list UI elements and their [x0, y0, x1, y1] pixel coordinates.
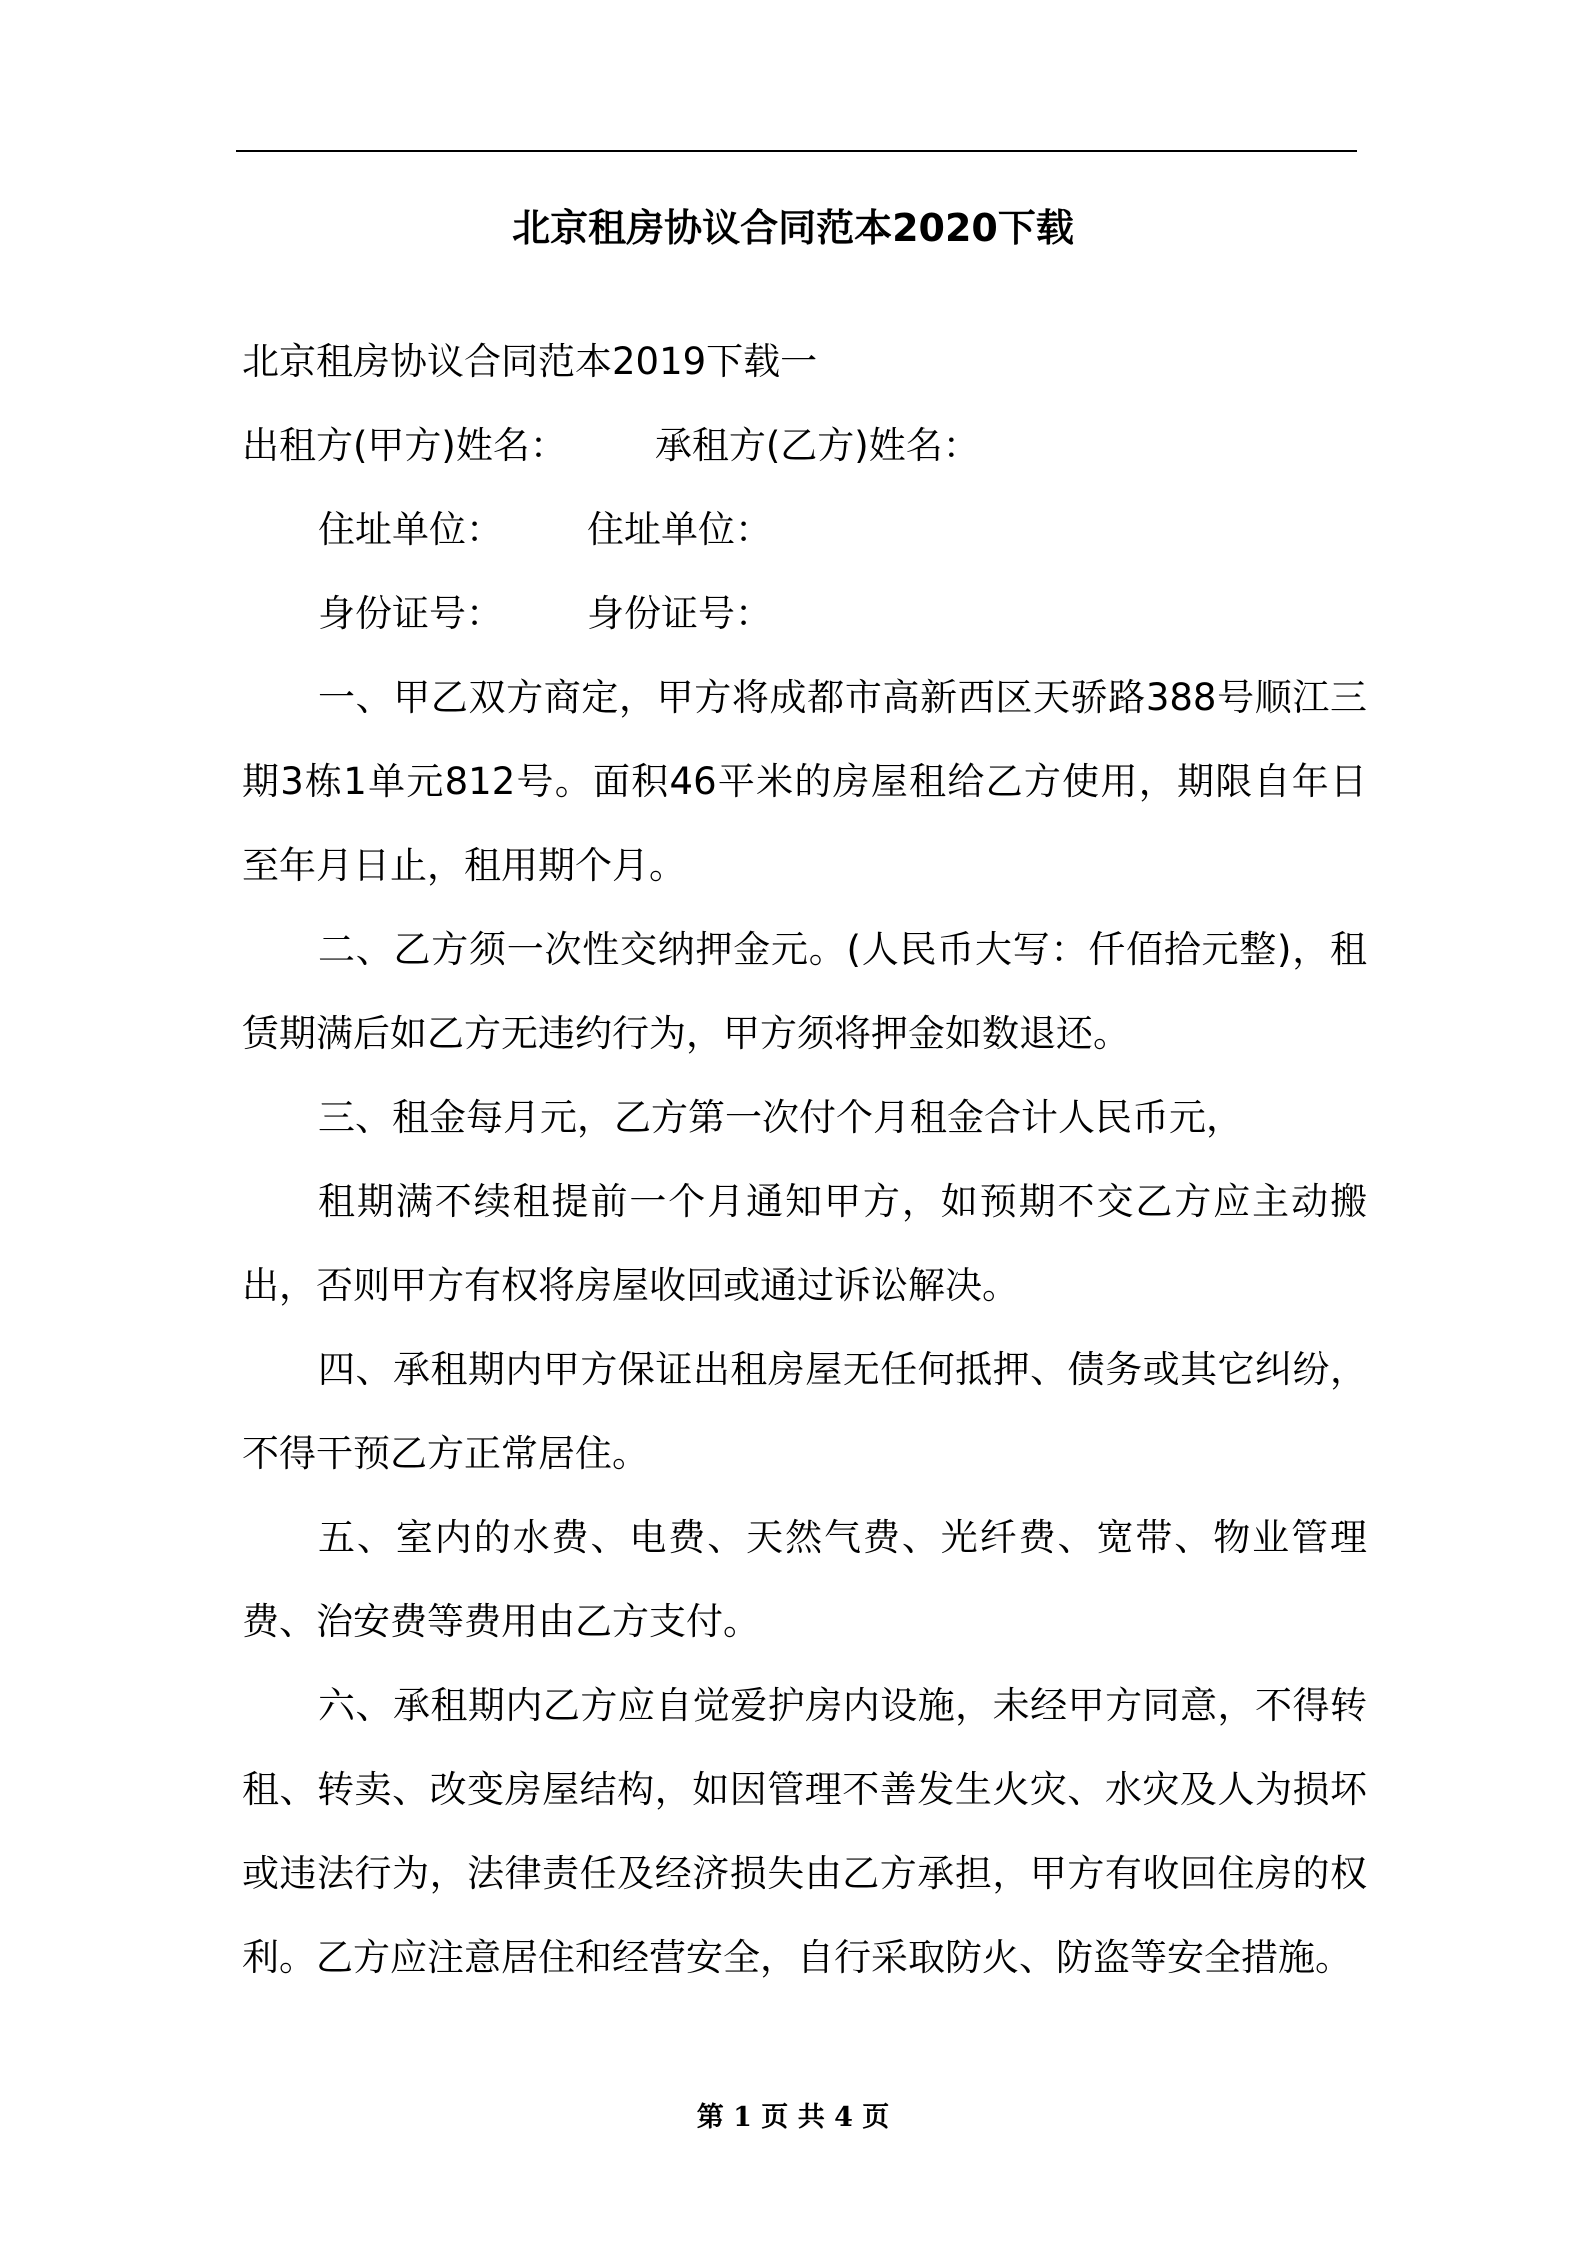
lessee-name-label: 承租方(乙方)姓名：: [654, 424, 980, 467]
subtitle: 北京租房协议合同范本2019下载一: [242, 340, 818, 383]
clause-4: 四、承租期内甲方保证出租房屋无任何抵押、债务或其它纠纷，不得干预乙方正常居住。: [242, 1348, 1367, 1475]
lessor-address-label: 住址单位：: [318, 508, 503, 551]
clause-3-continued: 租期满不续租提前一个月通知甲方，如预期不交乙方应主动搬出，否则甲方有权将房屋收回或通过诉讼解决。: [242, 1180, 1367, 1307]
clause-1: 一、甲乙双方商定，甲方将成都市高新西区天骄路388号顺江三期3栋1单元812号。面积46平米的房屋租给乙方使用，期限自年日至年月日止，租用期个月。: [242, 676, 1367, 887]
document-title: 北京租房协议合同范本2020下载: [512, 206, 1074, 250]
header-rule: [236, 150, 1357, 152]
lessee-id-label: 身份证号：: [587, 592, 772, 635]
clause-3: 三、租金每月元，乙方第一次付个月租金合计人民币元，: [318, 1096, 1243, 1139]
document-body: [242, 320, 1367, 2000]
party-id-row: [242, 572, 1367, 656]
clause-5: 五、室内的水费、电费、天然气费、光纤费、宽带、物业管理费、治安费等费用由乙方支付。: [242, 1516, 1367, 1643]
party-address-row: [242, 488, 1367, 572]
clause-2: 二、乙方须一次性交纳押金元。(人民币大写：仟佰拾元整)，租赁期满后如乙方无违约行为，甲方须将押金如数退还。: [242, 928, 1367, 1055]
lessor-id-label: 身份证号：: [318, 592, 503, 635]
page-number: 第 1 页 共 4 页: [696, 2102, 890, 2133]
party-names-row: [242, 404, 1367, 488]
lessee-address-label: 住址单位：: [587, 508, 772, 551]
lessor-name-label: 出租方(甲方)姓名：: [242, 424, 567, 467]
clause-6: 六、承租期内乙方应自觉爱护房内设施，未经甲方同意，不得转租、转卖、改变房屋结构，如因管理不善发生火灾、水灾及人为损坏或违法行为，法律责任及经济损失由乙方承担，甲方有收回住房的权利。乙方应注意居住和经营安全，自行采取防火、防盗等安全措施。: [242, 1684, 1367, 1979]
